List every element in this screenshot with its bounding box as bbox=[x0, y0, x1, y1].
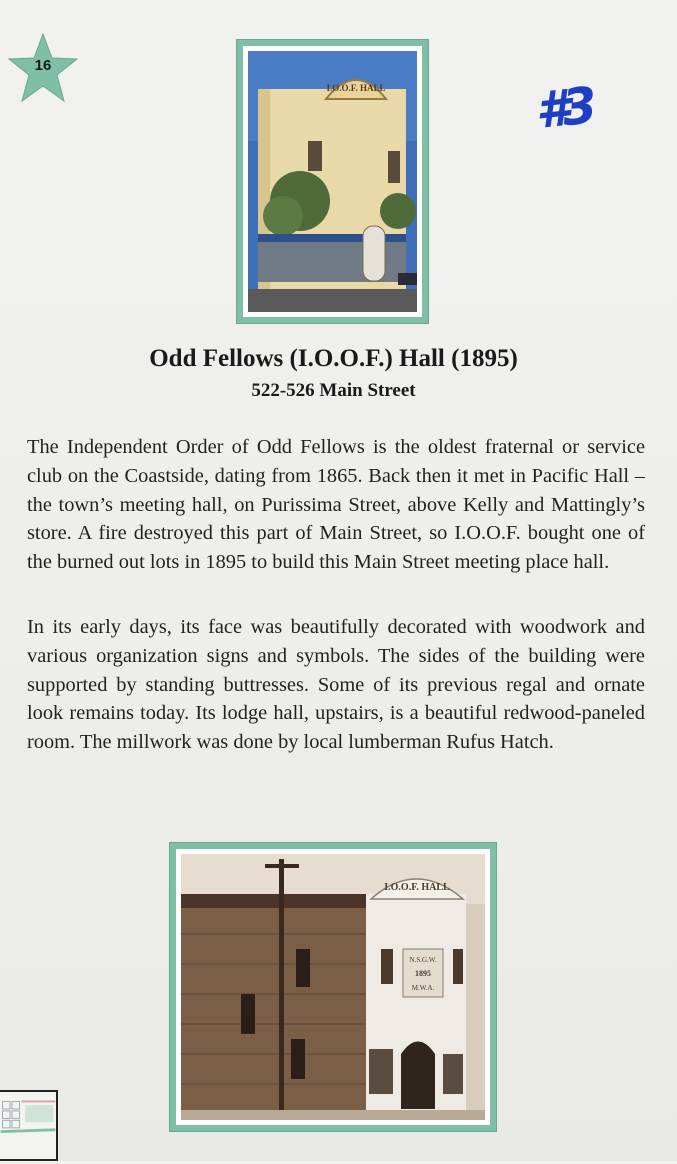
top-photo-sign: I.O.O.F. HALL bbox=[326, 83, 386, 93]
handwritten-note: #3 bbox=[532, 76, 592, 141]
plaque-line-2: 1895 bbox=[415, 969, 431, 978]
bottom-photo-sign: I.O.O.F. HALL bbox=[384, 882, 450, 893]
modern-hall-image bbox=[248, 51, 417, 312]
page-title: Odd Fellows (I.O.O.F.) Hall (1895) bbox=[149, 345, 518, 372]
paragraph-history: The Independent Order of Odd Fellows is the oldest fraternal or service club on the Coastside, dating from 1865. Back then it met in Pacific Hall – the town’s meeting hall, on Purissima Street, above Kelly and Mattingly’s store. A fire destroyed this part of Main Street, so I.O.O.F. bought one of the burned out lots in 1895 to build this Main Street meeting place hall. bbox=[27, 436, 645, 574]
photo-historic-hall bbox=[170, 843, 496, 1131]
photo-modern-hall bbox=[237, 40, 428, 323]
map-thumbnail bbox=[0, 1090, 58, 1161]
stop-number: 16 bbox=[34, 57, 52, 74]
historic-hall-image bbox=[181, 854, 485, 1120]
plaque-line-3: M.W.A. bbox=[411, 984, 435, 992]
address-subtitle: 522-526 Main Street bbox=[251, 380, 416, 401]
plaque-line-1: N.S.G.W. bbox=[409, 956, 437, 964]
map-icon bbox=[0, 1092, 56, 1159]
paragraph-early-days: In its early days, its face was beautifully decorated with woodwork and various organization signs and symbols. The sides of the building were supported by standing buttresses. Some of its previous regal and ornate look remains today. Its lodge hall, upstairs, is a beautiful redwood-paneled room. The millwork was done by local lumberman Rufus Hatch. bbox=[27, 616, 645, 754]
